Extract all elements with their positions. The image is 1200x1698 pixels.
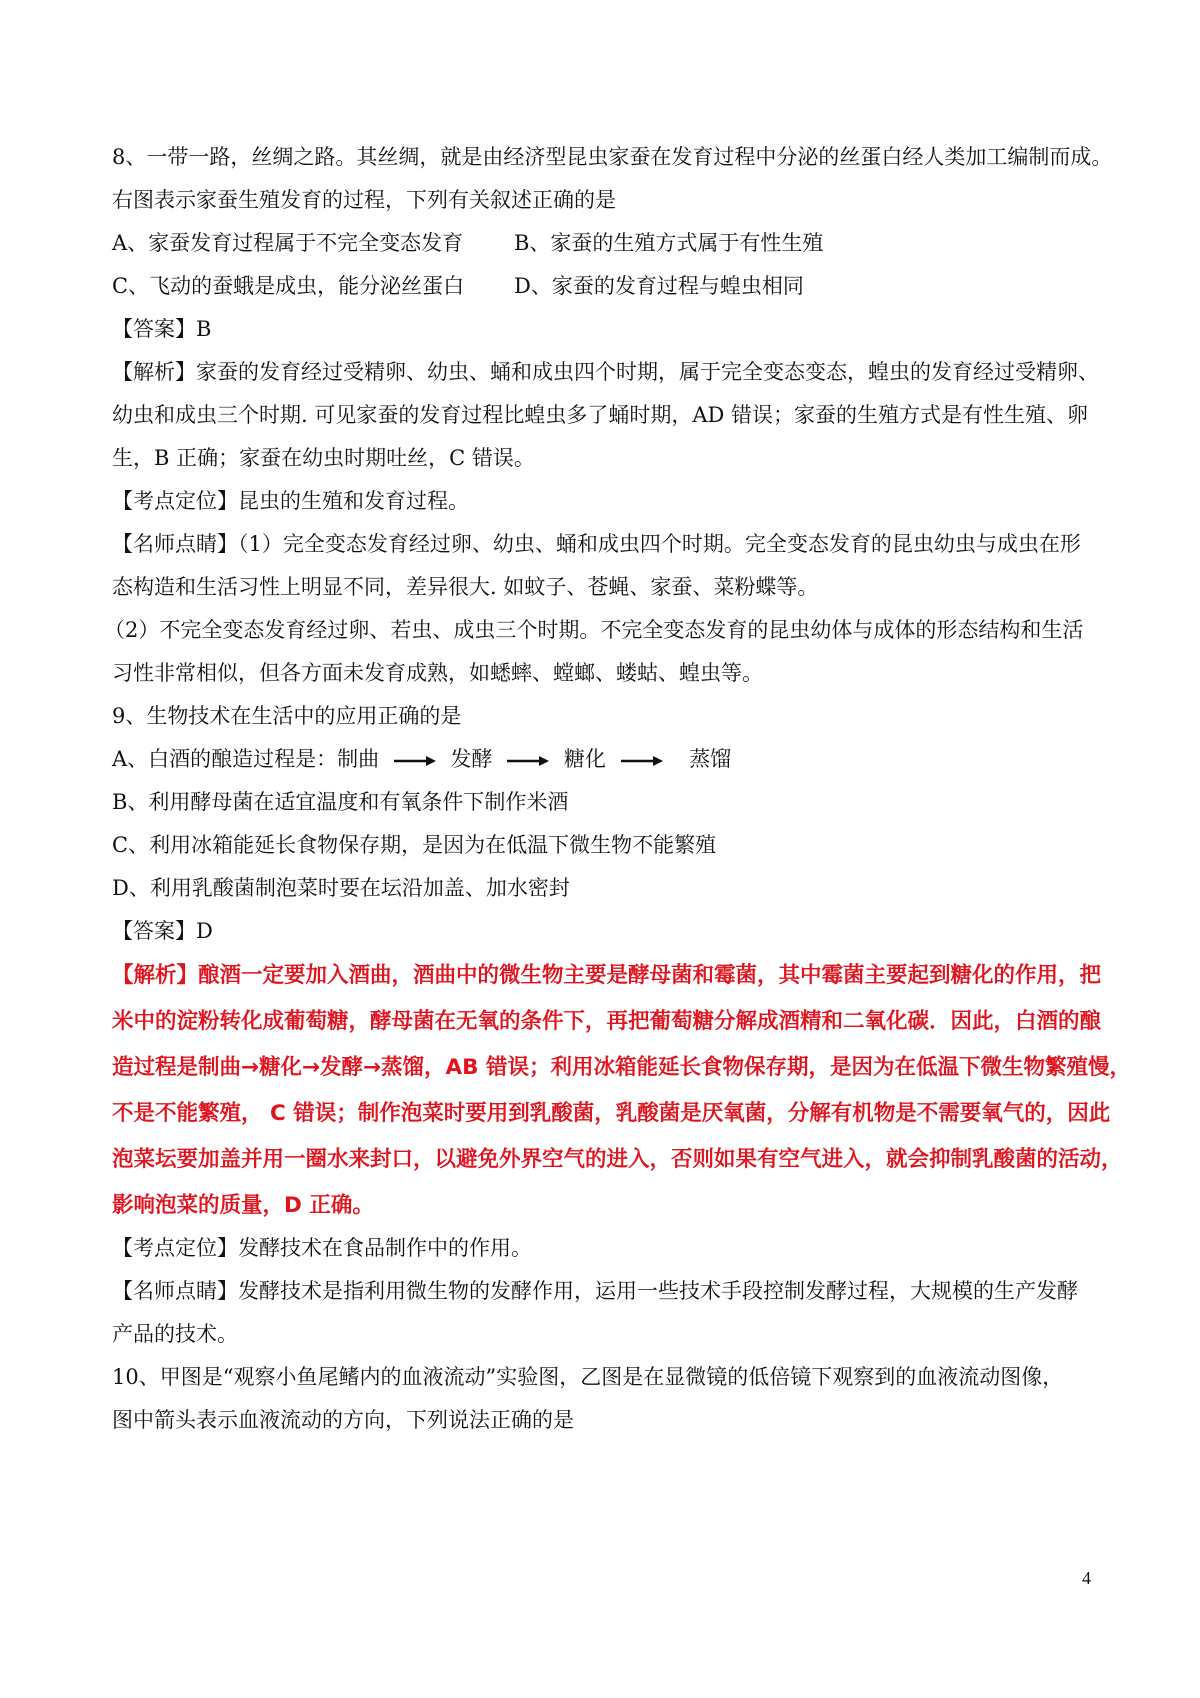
arrow-right-icon — [621, 756, 663, 766]
q8-option-c: C、飞动的蚕蛾是成虫，能分泌丝蛋白 — [112, 274, 465, 298]
q9-mingshi-line: 产品的技术。 — [112, 1322, 238, 1346]
q9-analysis-line: 【解析】酿酒一定要加入酒曲，酒曲中的微生物主要是酵母菌和霉菌，其中霉菌主要起到糖化的作用，把 — [112, 963, 1102, 988]
q9-option-b: B、利用酵母菌在适宜温度和有氧条件下制作米酒 — [112, 790, 569, 814]
q8-stem-line1: 8、一带一路，丝绸之路。其丝绸，就是由经济型昆虫家蚕在发育过程中分泌的丝蛋白经人类加工编制而成。 — [112, 145, 1113, 169]
page-number: 4 — [1082, 1568, 1091, 1588]
q8-option-b: B、家蚕的生殖方式属于有性生殖 — [514, 231, 824, 255]
q9-option-a — [112, 745, 731, 773]
q9-answer: 【答案】D — [112, 919, 213, 943]
q9-option-a-step: 发酵 — [450, 747, 493, 771]
arrow-right-icon — [507, 756, 549, 766]
q8-stem-line2: 右图表示家蚕生殖发育的过程，下列有关叙述正确的是 — [112, 188, 616, 212]
q9-analysis-line: 泡菜坛要加盖并用一圈水来封口，以避免外界空气的进入，否则如果有空气进入，就会抑制乳酸菌的活动， — [112, 1147, 1123, 1172]
q8-kaodian: 【考点定位】昆虫的生殖和发育过程。 — [112, 489, 469, 513]
q9-option-c: C、利用冰箱能延长食物保存期，是因为在低温下微生物不能繁殖 — [112, 833, 717, 857]
q9-analysis-line: 影响泡菜的质量，D 正确。 — [112, 1193, 374, 1218]
q9-option-d: D、利用乳酸菌制泡菜时要在坛沿加盖、加水密封 — [112, 876, 570, 900]
q9-option-a-step: 蒸馏 — [689, 747, 732, 771]
arrow-right-icon — [394, 756, 436, 766]
q8-mingshi-line: 习性非常相似，但各方面未发育成熟，如蟋蟀、螳螂、蝼蛄、蝗虫等。 — [112, 661, 763, 685]
q9-analysis-line: 不是不能繁殖， C 错误；制作泡菜时要用到乳酸菌，乳酸菌是厌氧菌，分解有机物是不需要氧气的，因此 — [112, 1101, 1111, 1126]
q9-analysis-line: 造过程是制曲→糖化→发酵→蒸馏，AB 错误；利用冰箱能延长食物保存期，是因为在低温下微生物繁殖慢， — [112, 1055, 1132, 1080]
q9-stem: 9、生物技术在生活中的应用正确的是 — [112, 704, 462, 728]
q8-analysis-line: 【解析】家蚕的发育经过受精卵、幼虫、蛹和成虫四个时期，属于完全变态变态，蝗虫的发育经过受精卵、 — [112, 360, 1099, 384]
q8-answer: 【答案】B — [112, 317, 212, 341]
q8-option-a: A、家蚕发育过程属于不完全变态发育 — [112, 231, 464, 255]
q10-stem-line2: 图中箭头表示血液流动的方向，下列说法正确的是 — [112, 1408, 574, 1432]
q8-analysis-line: 生，B 正确；家蚕在幼虫时期吐丝，C 错误。 — [112, 446, 535, 470]
q8-mingshi-line: （2）不完全变态发育经过卵、若虫、成虫三个时期。不完全变态发育的昆虫幼体与成体的形态结构和生活 — [104, 618, 1084, 642]
q9-analysis-line: 米中的淀粉转化成葡萄糖，酵母菌在无氧的条件下，再把葡萄糖分解成酒精和二氧化碳．因此，白酒的酿 — [112, 1009, 1102, 1034]
q9-kaodian: 【考点定位】发酵技术在食品制作中的作用。 — [112, 1236, 532, 1260]
q8-option-d: D、家蚕的发育过程与蝗虫相同 — [514, 274, 804, 298]
q9-mingshi-line: 【名师点睛】发酵技术是指利用微生物的发酵作用，运用一些技术手段控制发酵过程，大规模的生产发酵 — [112, 1279, 1078, 1303]
q10-stem-line1: 10、甲图是“观察小鱼尾鳍内的血液流动”实验图，乙图是在显微镜的低倍镜下观察到的血液流动图像， — [112, 1365, 1064, 1389]
q8-mingshi-line: 【名师点睛】（1）完全变态发育经过卵、幼虫、蛹和成虫四个时期。完全变态发育的昆虫幼虫与成虫在形 — [112, 532, 1081, 556]
q9-option-a-step: 糖化 — [563, 747, 606, 771]
q8-mingshi-line: 态构造和生活习性上明显不同，差异很大. 如蚊子、苍蝇、家蚕、菜粉蝶等。 — [112, 575, 819, 599]
q9-option-a-prefix: A、白酒的酿造过程是：制曲 — [112, 747, 380, 771]
q8-analysis-line: 幼虫和成虫三个时期. 可见家蚕的发育过程比蝗虫多了蛹时期，AD 错误；家蚕的生殖方式是有性生殖、卵 — [112, 403, 1089, 427]
